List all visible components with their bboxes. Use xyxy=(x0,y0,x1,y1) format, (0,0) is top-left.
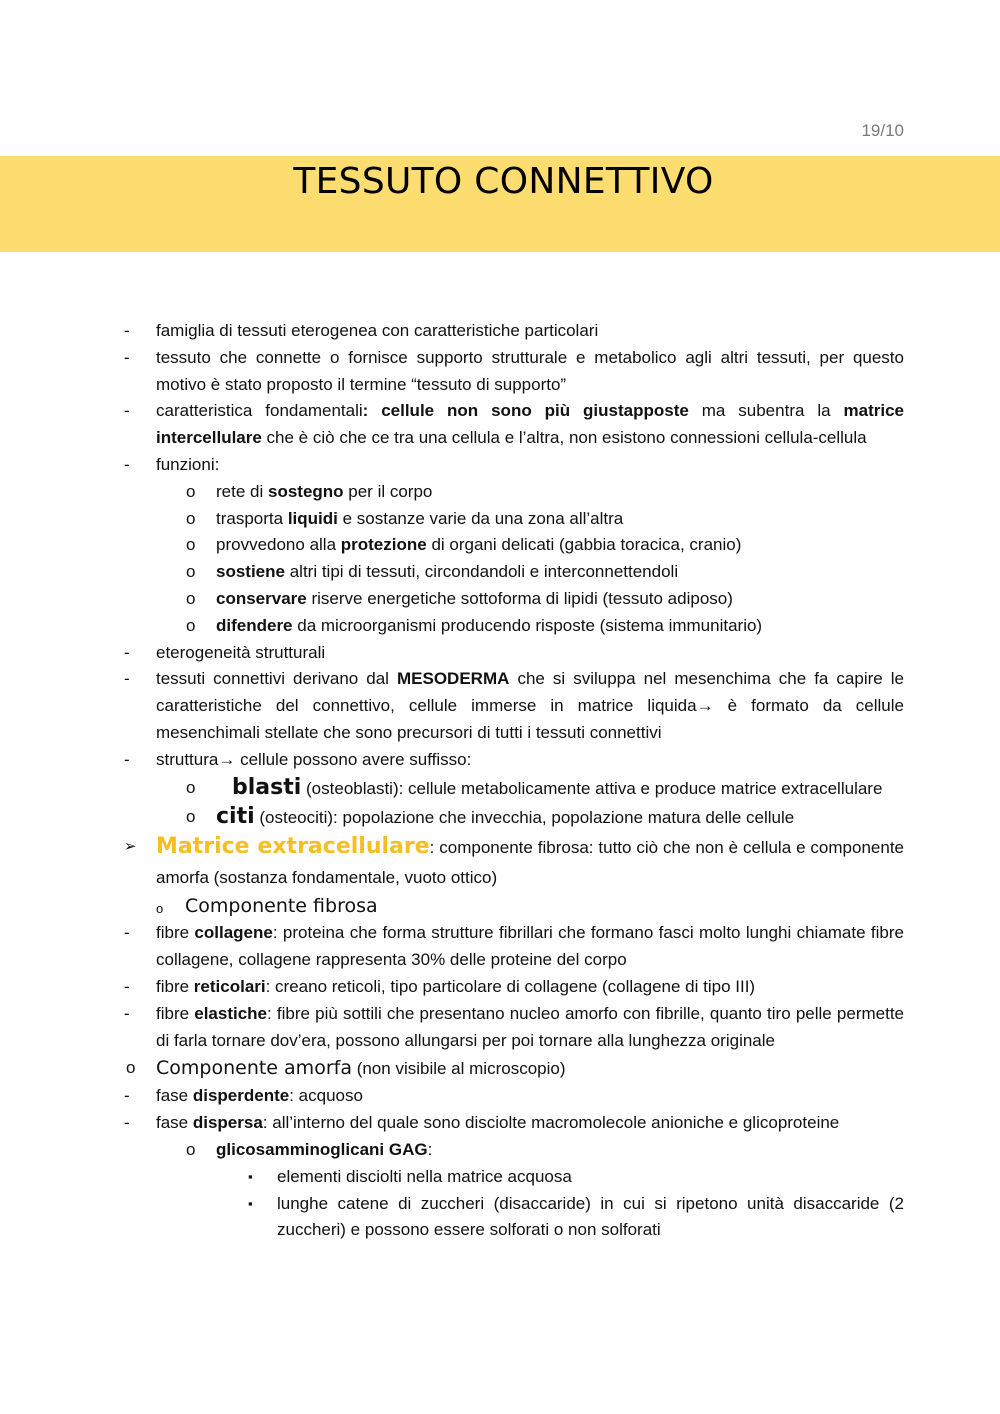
sub-list-item: o rete di sostegno per il corpo xyxy=(0,479,1000,506)
list-item: - famiglia di tessuti eterogenea con caratteristiche particolari xyxy=(0,318,1000,345)
subsection-componente-amorfa: o Componente amorfa (non visibile al microscopio) xyxy=(0,1054,1000,1083)
arrow-icon: → xyxy=(696,696,714,716)
bullet-square: ▪ xyxy=(248,1195,253,1211)
arrow-icon: → xyxy=(218,749,236,769)
bullet-circle: o xyxy=(186,615,196,635)
bullet-circle: o xyxy=(186,1139,196,1159)
bullet-square: ▪ xyxy=(248,1168,253,1184)
bullet-dash: - xyxy=(124,454,130,474)
list-item: - fase disperdente: acquoso xyxy=(0,1083,1000,1110)
subsection-componente-fibrosa: o Componente fibrosa xyxy=(0,893,1000,921)
sub-list-item: o provvedono alla protezione di organi delicati (gabbia toracica, cranio) xyxy=(0,532,1000,559)
list-item: - tessuti connettivi derivano dal MESODERMA che si sviluppa nel mesenchima che fa capire le caratteristiche del connettivo, cellule immerse in matrice liquida→ è formato da cellule mesenchimali stellate che sono precursori di tutti i tessuti connettivi xyxy=(0,666,1000,746)
list-item: - struttura→ cellule possono avere suffisso: xyxy=(0,747,1000,774)
bullet-dash: - xyxy=(124,923,130,943)
date-label: 19/10 xyxy=(861,121,904,140)
page-title: TESSUTO CONNETTIVO xyxy=(293,161,714,202)
sub-list-item: o blasti (osteoblasti): cellule metabolicamente attiva e produce matrice extracellulare xyxy=(186,774,883,800)
arrowhead-icon: ➢ xyxy=(124,837,137,855)
sub-list-item: o glicosamminoglicani GAG: xyxy=(0,1137,1000,1164)
sub-sub-list-item: ▪ elementi disciolti nella matrice acquosa xyxy=(0,1164,1000,1191)
list-item: - eterogeneità strutturali xyxy=(0,640,1000,667)
bullet-circle: o xyxy=(126,1058,136,1078)
list-item: - funzioni: xyxy=(0,452,1000,479)
sub-list-item: o sostiene altri tipi di tessuti, circondandoli e interconnettendoli xyxy=(0,559,1000,586)
list-item: - fase dispersa: all’interno del quale sono disciolte macromolecole anioniche e glicoproteine xyxy=(0,1110,1000,1137)
list-item: - caratteristica fondamentali: cellule non sono più giustapposte ma subentra la matrice intercellulare che è ciò che ce tra una cellula e l’altra, non esistono connessioni cellula-cellula xyxy=(0,398,1000,452)
sub-list-item: o conservare riserve energetiche sottoforma di lipidi (tessuto adiposo) xyxy=(0,586,1000,613)
sub-sub-list-item: ▪ lunghe catene di zuccheri (disaccaride) in cui si ripetono unità disaccaride (2 zuccheri) e possono essere solforati o non solforati xyxy=(0,1191,1000,1245)
bullet-dash: - xyxy=(124,1003,130,1023)
bullet-dash: - xyxy=(124,669,130,689)
bullet-dash: - xyxy=(124,1086,130,1106)
list-item: - fibre reticolari: creano reticoli, tipo particolare di collagene (collagene di tipo III) xyxy=(0,974,1000,1001)
list-item: - tessuto che connette o fornisce supporto strutturale e metabolico agli altri tessuti, per questo motivo è stato proposto il termine “tessuto di supporto” xyxy=(0,345,1000,399)
sub-list-item: o trasporta liquidi e sostanze varie da una zona all’altra xyxy=(0,506,1000,533)
bullet-circle: o xyxy=(186,535,196,555)
sub-list-item: o citi (osteociti): popolazione che invecchia, popolazione matura delle cellule xyxy=(186,803,795,829)
list-item: - fibre collagene: proteina che forma strutture fibrillari che formano fasci molto lunghi chiamate fibre collagene, collagene rappresenta 30% delle proteine del corpo xyxy=(0,920,1000,974)
bullet-circle: o xyxy=(186,588,196,608)
bullet-circle: o xyxy=(186,508,196,528)
bullet-dash: - xyxy=(124,642,130,662)
sub-list-item: o difendere da microorganismi producendo risposte (sistema immunitario) xyxy=(0,613,1000,640)
bullet-dash: - xyxy=(124,1113,130,1133)
bullet-dash: - xyxy=(124,976,130,996)
bullet-dash: - xyxy=(124,347,130,367)
bullet-circle: o xyxy=(186,481,196,501)
bullet-dash: - xyxy=(124,321,130,340)
bullet-circle: o xyxy=(186,777,196,797)
bullet-dash: - xyxy=(124,401,130,421)
bullet-circle: o xyxy=(156,900,164,916)
bullet-dash: - xyxy=(124,749,130,769)
list-item: - fibre elastiche: fibre più sottili che presentano nucleo amorfo con fibrille, quanto tiro pelle permette di farla tornare dov’era, possono allungarsi per poi tornare alla lunghezza originale xyxy=(0,1001,1000,1055)
bullet-circle: o xyxy=(186,806,196,826)
document-body xyxy=(0,318,1000,1244)
section-matrice: ➢ Matrice extracellulare: componente fibrosa: tutto ciò che non è cellula e componente amorfa (sostanza fondamentale, vuoto ottico) xyxy=(124,833,904,887)
bullet-circle: o xyxy=(186,562,196,582)
